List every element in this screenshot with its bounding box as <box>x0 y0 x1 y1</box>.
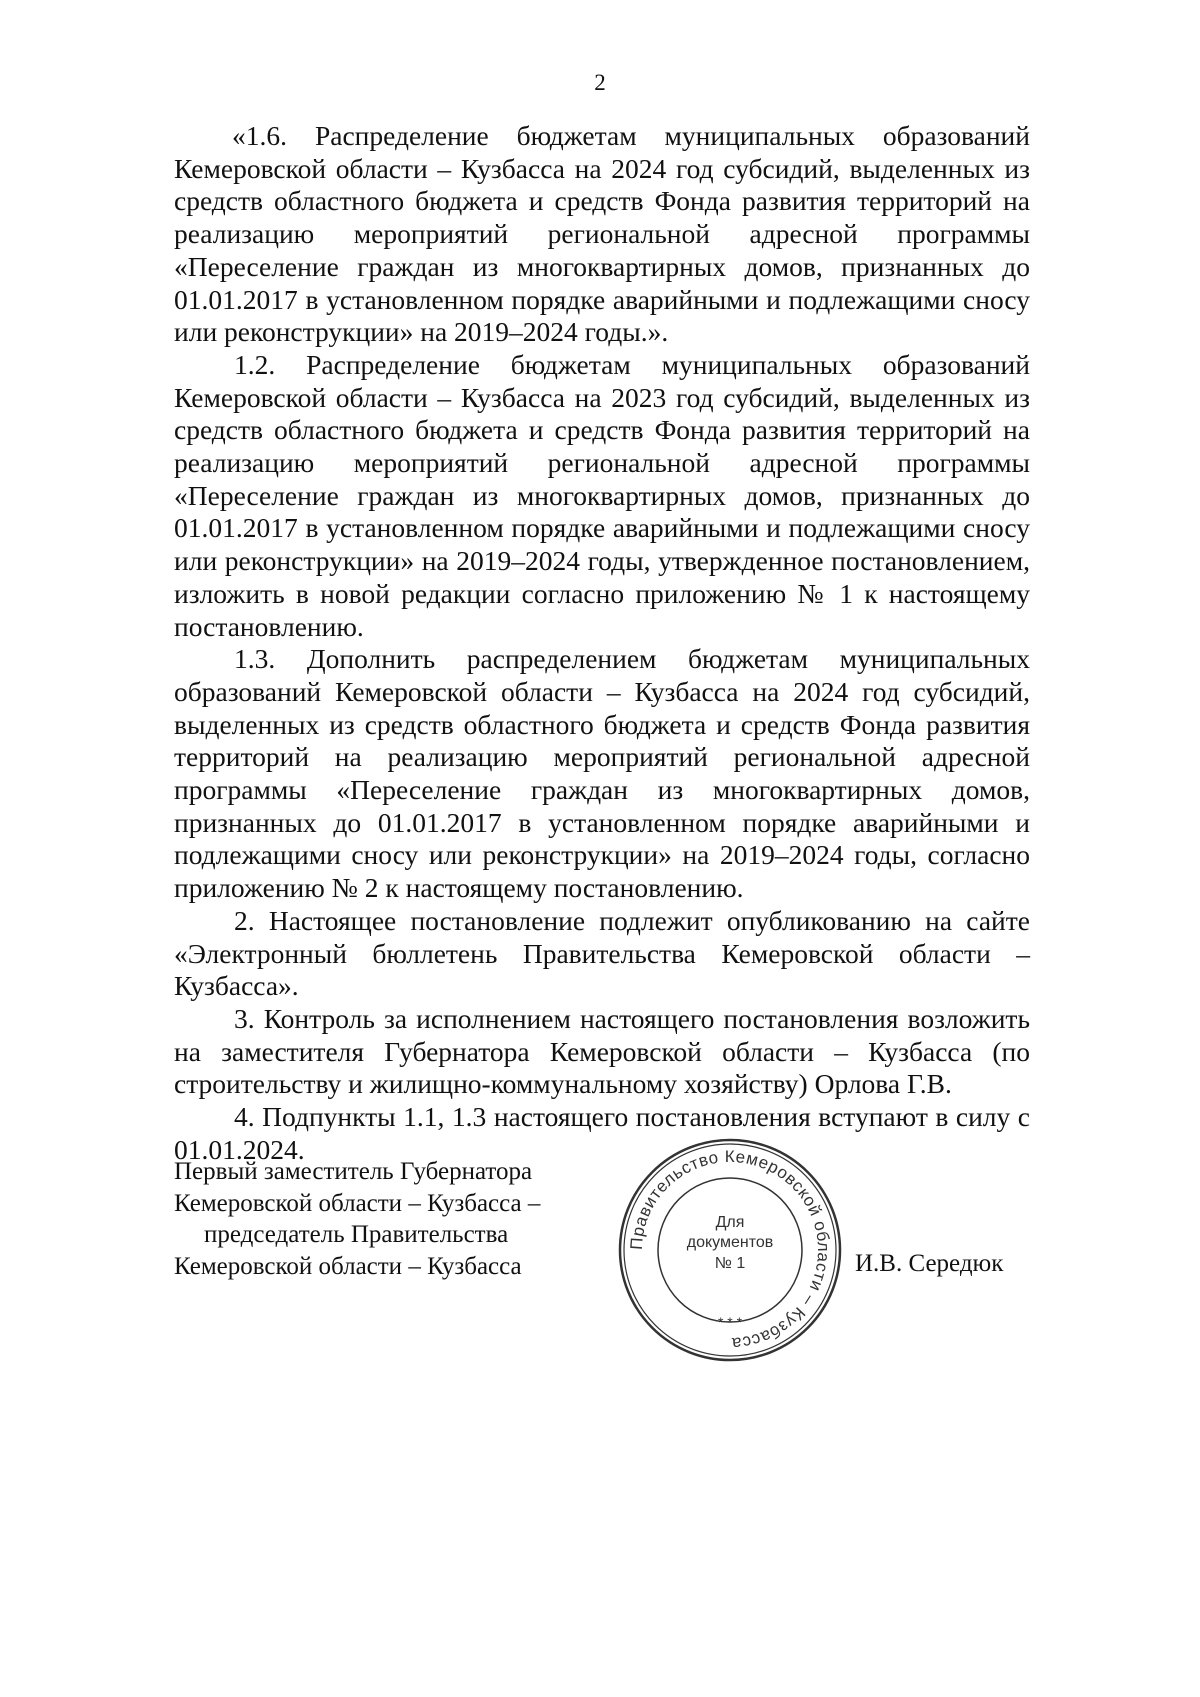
signatory-title <box>174 1156 574 1282</box>
signatory-title-line: Первый заместитель Губернатора <box>174 1158 533 1185</box>
paragraph-1-2: 1.2. Распределение бюджетам муниципальных образований Кемеровской области – Кузбасса на 2023 год субсидий, выделенных из средств областного бюджета и средств Фонда развития территорий на реализацию мероприятий региональной адресной программы «Переселение граждан из многоквартирных домов, признанных до 01.01.2017 в установленном порядке аварийными и подлежащими сносу или реконструкции» на 2019–2024 годы, утвержденное постановлением, изложить в новой редакции согласно приложению № 1 к настоящему постановлению. <box>174 348 1030 642</box>
signatory-name: И.В. Середюк <box>855 1250 1004 1277</box>
signatory-title-line: Кемеровской области – Кузбасса – <box>174 1189 541 1217</box>
paragraph-2: 2. Настоящее постановление подлежит опубликованию на сайте «Электронный бюллетень Правительства Кемеровской области – Кузбасса». <box>174 904 1030 1002</box>
seal-ring-text: Правительство Кемеровской области – Кузбасса <box>626 1147 834 1354</box>
seal-stars: * * * <box>717 1314 743 1330</box>
paragraph-4: 4. Подпункты 1.1, 1.3 настоящего постановления вступают в силу с 01.01.2024. <box>174 1101 1030 1165</box>
official-seal-stamp <box>615 1135 845 1365</box>
seal-center-line: документов <box>686 1234 774 1251</box>
document-body <box>174 120 1030 1167</box>
paragraph-1-3: 1.3. Дополнить распределением бюджетам муниципальных образований Кемеровской области – Кузбасса на 2024 год субсидий, выделенных из средств областного бюджета и средств Фонда развития территорий на реализацию мероприятий региональной адресной программы «Переселение граждан из многоквартирных домов, признанных до 01.01.2017 в установленном порядке аварийными и подлежащими сносу или реконструкции» на 2019–2024 годы, согласно приложению № 2 к настоящему постановлению. <box>174 643 1030 904</box>
page-number: 2 <box>594 70 606 95</box>
paragraph-3: 3. Контроль за исполнением настоящего постановления возложить на заместителя Губернатора Кемеровской области – Кузбасса (по строительству и жилищно-коммунальному хозяйству) Орлова Г.В. <box>174 1002 1030 1100</box>
seal-center-line: Для <box>715 1214 745 1231</box>
signatory-title-line: председатель Правительства <box>204 1221 509 1249</box>
paragraph-1-6: «1.6. Распределение бюджетам муниципальных образований Кемеровской области – Кузбасса на 2024 год субсидий, выделенных из средств областного бюджета и средств Фонда развития территорий на реализацию мероприятий региональной адресной программы «Переселение граждан из многоквартирных домов, признанных до 01.01.2017 в установленном порядке аварийными и подлежащими сносу или реконструкции» на 2019–2024 годы.». <box>174 120 1030 348</box>
signatory-title-line: Кемеровской области – Кузбасса <box>174 1252 522 1280</box>
seal-graphic <box>615 1135 845 1365</box>
seal-center-line: № 1 <box>714 1255 746 1272</box>
